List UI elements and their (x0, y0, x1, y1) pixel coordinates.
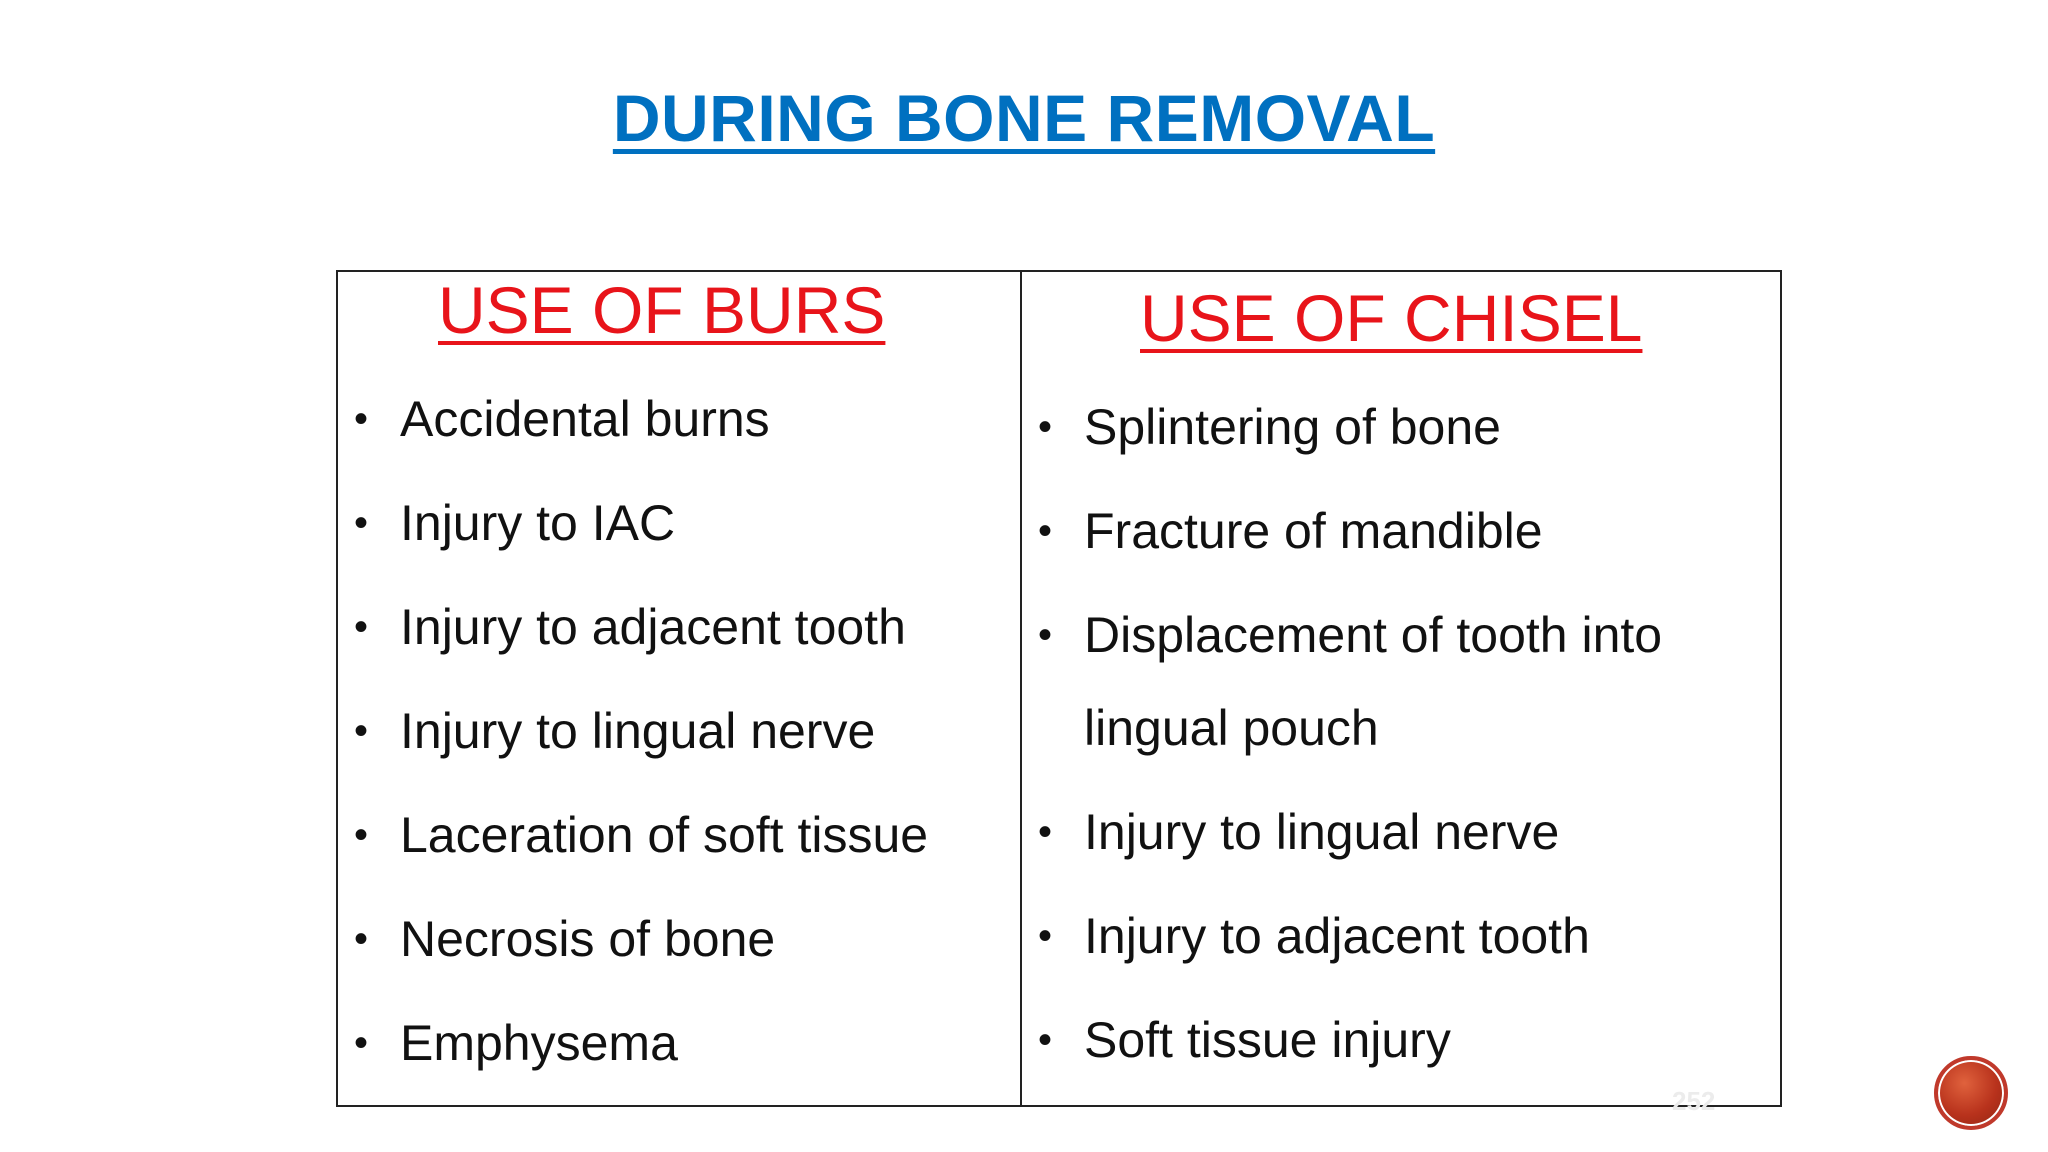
list-item-text: Injury to lingual nerve (1084, 804, 1560, 860)
list-item-text: Necrosis of bone (400, 911, 776, 967)
list-item-text: Soft tissue injury (1084, 1012, 1451, 1068)
bullet-icon: • (354, 605, 369, 649)
slide-title: DURING BONE REMOVAL (612, 81, 1436, 155)
list-item (1036, 381, 1776, 474)
list-item-text: Injury to IAC (400, 495, 676, 551)
bullet-icon: • (1038, 1018, 1053, 1062)
list-item-text: Laceration of soft tissue (400, 807, 929, 863)
chisel-list (1036, 381, 1776, 1098)
list-item (352, 789, 1012, 882)
bullet-icon: • (354, 813, 369, 857)
bullet-icon: • (1038, 405, 1053, 449)
list-item-text: Displacement of tooth into lingual pouch (1084, 607, 1663, 756)
bullet-icon: • (1038, 613, 1053, 657)
chisel-column (1022, 272, 1780, 1105)
list-item (1036, 589, 1724, 775)
list-item-text: Accidental burns (400, 391, 770, 447)
bullet-icon: • (354, 1021, 369, 1065)
list-item (352, 477, 1012, 570)
burs-list (352, 373, 1012, 1101)
list-item (1036, 485, 1776, 578)
list-item-text: Injury to adjacent tooth (1084, 908, 1590, 964)
bullet-icon: • (1038, 509, 1053, 553)
bullet-icon: • (354, 917, 369, 961)
list-item-text: Injury to adjacent tooth (400, 599, 906, 655)
list-item (1036, 890, 1776, 983)
list-item-text: Splintering of bone (1084, 399, 1501, 455)
list-item (352, 685, 1012, 778)
bullet-icon: • (354, 397, 369, 441)
list-item (352, 997, 1012, 1090)
list-item (352, 581, 1012, 674)
page-number: 252 (1672, 1086, 1716, 1116)
list-item-text: Fracture of mandible (1084, 503, 1543, 559)
burs-column (338, 272, 1022, 1105)
list-item-text: Injury to lingual nerve (400, 703, 876, 759)
list-item (1036, 786, 1776, 879)
bullet-icon: • (354, 501, 369, 545)
burs-heading: USE OF BURS (438, 273, 886, 347)
bullet-icon: • (354, 709, 369, 753)
list-item (352, 893, 1012, 986)
circle-logo-icon[interactable] (1934, 1056, 2008, 1130)
list-item (1036, 994, 1776, 1087)
list-item-text: Emphysema (400, 1015, 678, 1071)
chisel-heading: USE OF CHISEL (1140, 281, 1643, 355)
comparison-table (336, 270, 1782, 1107)
list-item (352, 373, 1012, 466)
bullet-icon: • (1038, 810, 1053, 854)
bullet-icon: • (1038, 914, 1053, 958)
